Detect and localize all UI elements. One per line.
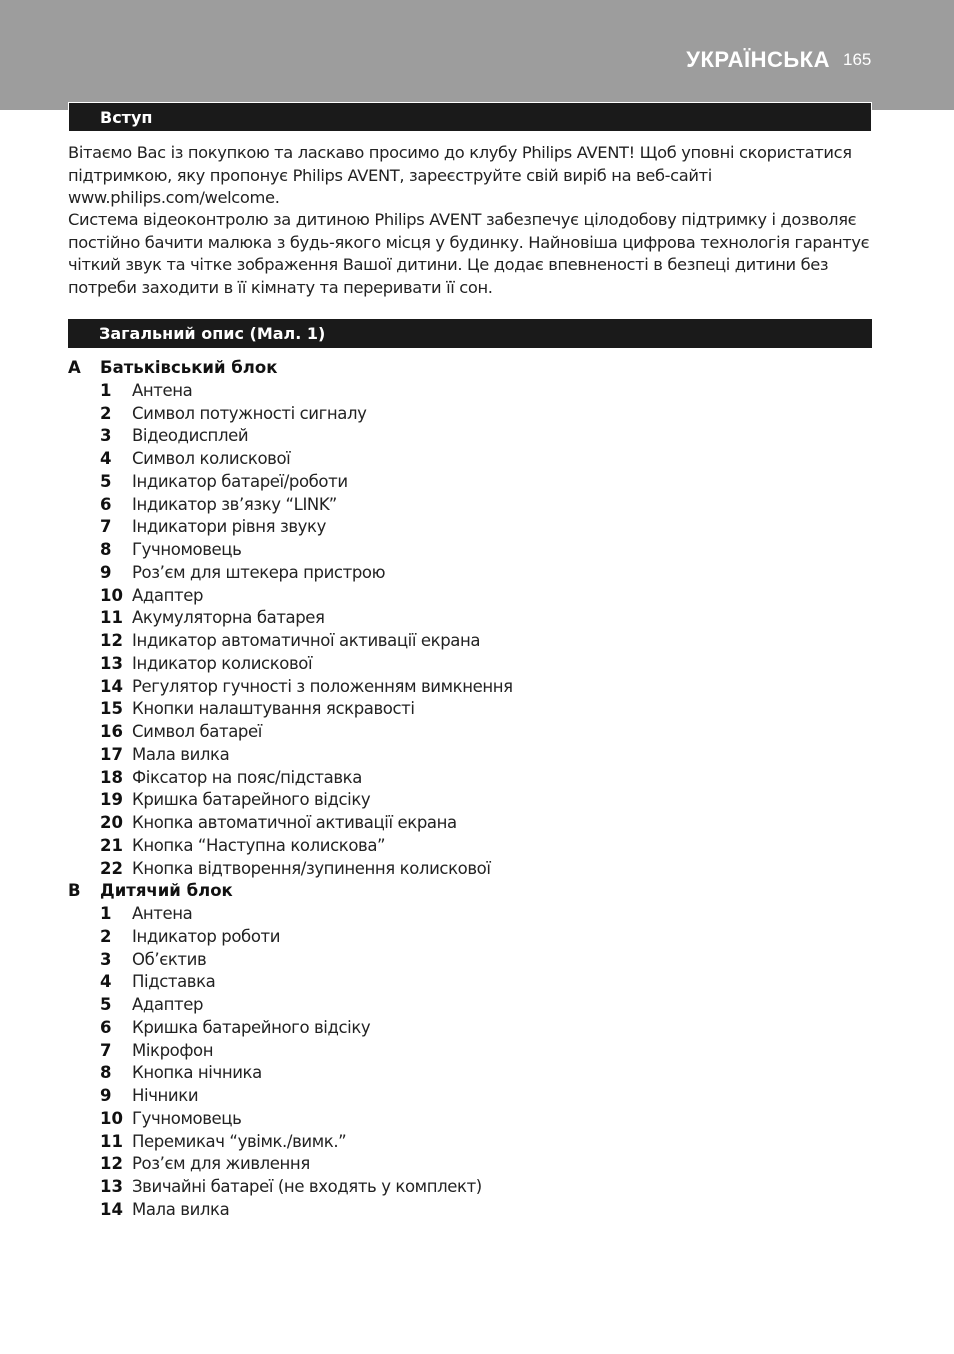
item-label: Антена bbox=[132, 380, 193, 400]
item-number: 15 bbox=[100, 699, 123, 719]
item-number: 12 bbox=[100, 1154, 123, 1174]
item-number: 3 bbox=[100, 426, 112, 446]
item-label: Адаптер bbox=[132, 995, 204, 1014]
section-title-intro: Вступ bbox=[100, 108, 153, 127]
item-label: Мікрофон bbox=[132, 1040, 214, 1060]
language-title: УКРАЇНСЬКА bbox=[686, 47, 830, 72]
item-label: Звичайні батареї (не входять у комплект) bbox=[132, 1177, 482, 1196]
intro-paragraph: Вітаємо Вас із покупкою та ласкаво просимо до клубу Philips AVENT! Щоб уповні скористатися підтримкою, яку пропонує Philips AVENT, зареєструйте свій виріб на веб-сайті www.philips.com/welcome. bbox=[68, 143, 852, 208]
item-number: 4 bbox=[100, 449, 112, 468]
item-label: Кришка батарейного відсіку bbox=[132, 1017, 371, 1037]
item-number: 11 bbox=[100, 608, 123, 628]
item-number: 9 bbox=[100, 562, 112, 582]
item-label: Кнопка нічника bbox=[132, 1063, 262, 1083]
item-label: Перемикач “увімк./вимк.” bbox=[132, 1131, 347, 1151]
item-label: Підставка bbox=[132, 972, 216, 992]
item-number: 1 bbox=[100, 904, 112, 923]
item-number: 18 bbox=[100, 767, 123, 787]
item-label: Кнопка відтворення/зупинення колискової bbox=[132, 858, 491, 878]
item-label: Символ батареї bbox=[132, 722, 262, 741]
item-label: Антена bbox=[132, 904, 193, 923]
item-number: 19 bbox=[100, 790, 123, 810]
item-label: Кришка батарейного відсіку bbox=[132, 790, 371, 810]
item-label: Гучномовець bbox=[132, 1108, 242, 1128]
group-letter: A bbox=[68, 358, 81, 377]
item-label: Відеодисплей bbox=[132, 426, 249, 446]
item-number: 7 bbox=[100, 1040, 112, 1060]
item-number: 14 bbox=[100, 676, 123, 696]
item-label: Роз’єм для штекера пристрою bbox=[132, 562, 386, 582]
item-label: Об’єктив bbox=[132, 949, 207, 969]
item-number: 9 bbox=[100, 1086, 112, 1105]
item-label: Кнопка автоматичної активації екрана bbox=[132, 813, 457, 832]
section-title-description: Загальний опис (Мал. 1) bbox=[99, 324, 326, 343]
item-label: Індикатор колискової bbox=[132, 653, 313, 673]
item-number: 6 bbox=[100, 1017, 112, 1037]
item-number: 10 bbox=[100, 1108, 123, 1128]
item-label: Гучномовець bbox=[132, 540, 242, 559]
item-number: 3 bbox=[100, 949, 112, 969]
item-number: 20 bbox=[100, 813, 123, 832]
intro-paragraph: Система відеоконтролю за дитиною Philips AVENT забезпечує цілодобову підтримку і дозволяє постійно бачити малюка з будь-якого місця у будинку. Найновіша цифрова технологія гарантує чіткий звук та чітке зображення Вашої дитини. Це додає впевненості в безпеці дитини без потреби заходити в її кімнату та переривати її сон. bbox=[68, 210, 870, 298]
item-number: 11 bbox=[100, 1131, 123, 1151]
item-label: Кнопки налаштування яскравості bbox=[132, 699, 415, 719]
item-number: 12 bbox=[100, 631, 123, 650]
item-label: Кнопка “Наступна колискова” bbox=[132, 835, 386, 855]
item-number: 5 bbox=[100, 471, 112, 491]
item-label: Роз’єм для живлення bbox=[132, 1154, 310, 1174]
item-number: 8 bbox=[100, 540, 112, 559]
group-title: Батьківський блок bbox=[100, 358, 278, 377]
item-label: Індикатор зв’язку “LINK” bbox=[132, 494, 337, 514]
section-header-description bbox=[68, 319, 872, 348]
item-label: Фіксатор на пояс/підставка bbox=[132, 767, 362, 787]
item-label: Регулятор гучності з положенням вимкнення bbox=[132, 676, 513, 696]
item-label: Мала вилка bbox=[132, 1199, 230, 1219]
item-number: 10 bbox=[100, 585, 123, 605]
item-label: Індикатор батареї/роботи bbox=[132, 471, 348, 491]
item-label: Індикатор роботи bbox=[132, 926, 281, 946]
item-number: 5 bbox=[100, 995, 112, 1014]
group-letter: B bbox=[68, 881, 81, 901]
section-header-intro bbox=[68, 102, 872, 132]
item-number: 13 bbox=[100, 1177, 123, 1196]
item-label: Індикатор автоматичної активації екрана bbox=[132, 631, 481, 650]
item-label: Символ колискової bbox=[132, 449, 291, 468]
item-number: 7 bbox=[100, 517, 112, 537]
item-number: 4 bbox=[100, 972, 112, 992]
item-number: 14 bbox=[100, 1199, 123, 1219]
item-label: Мала вилка bbox=[132, 744, 230, 764]
item-number: 1 bbox=[100, 380, 112, 400]
item-number: 17 bbox=[100, 744, 123, 764]
item-label: Акумуляторна батарея bbox=[132, 608, 325, 628]
item-number: 6 bbox=[100, 494, 112, 514]
item-label: Символ потужності сигналу bbox=[132, 403, 367, 423]
item-number: 8 bbox=[100, 1063, 112, 1083]
item-number: 2 bbox=[100, 403, 112, 423]
item-number: 13 bbox=[100, 653, 123, 673]
page-number: 165 bbox=[843, 50, 872, 69]
item-number: 22 bbox=[100, 858, 123, 878]
item-number: 21 bbox=[100, 835, 123, 855]
item-label: Нічники bbox=[132, 1086, 199, 1105]
item-number: 2 bbox=[100, 926, 112, 946]
item-label: Індикатори рівня звуку bbox=[132, 517, 326, 537]
item-number: 16 bbox=[100, 722, 123, 741]
group-title: Дитячий блок bbox=[100, 881, 233, 901]
item-label: Адаптер bbox=[132, 585, 204, 605]
